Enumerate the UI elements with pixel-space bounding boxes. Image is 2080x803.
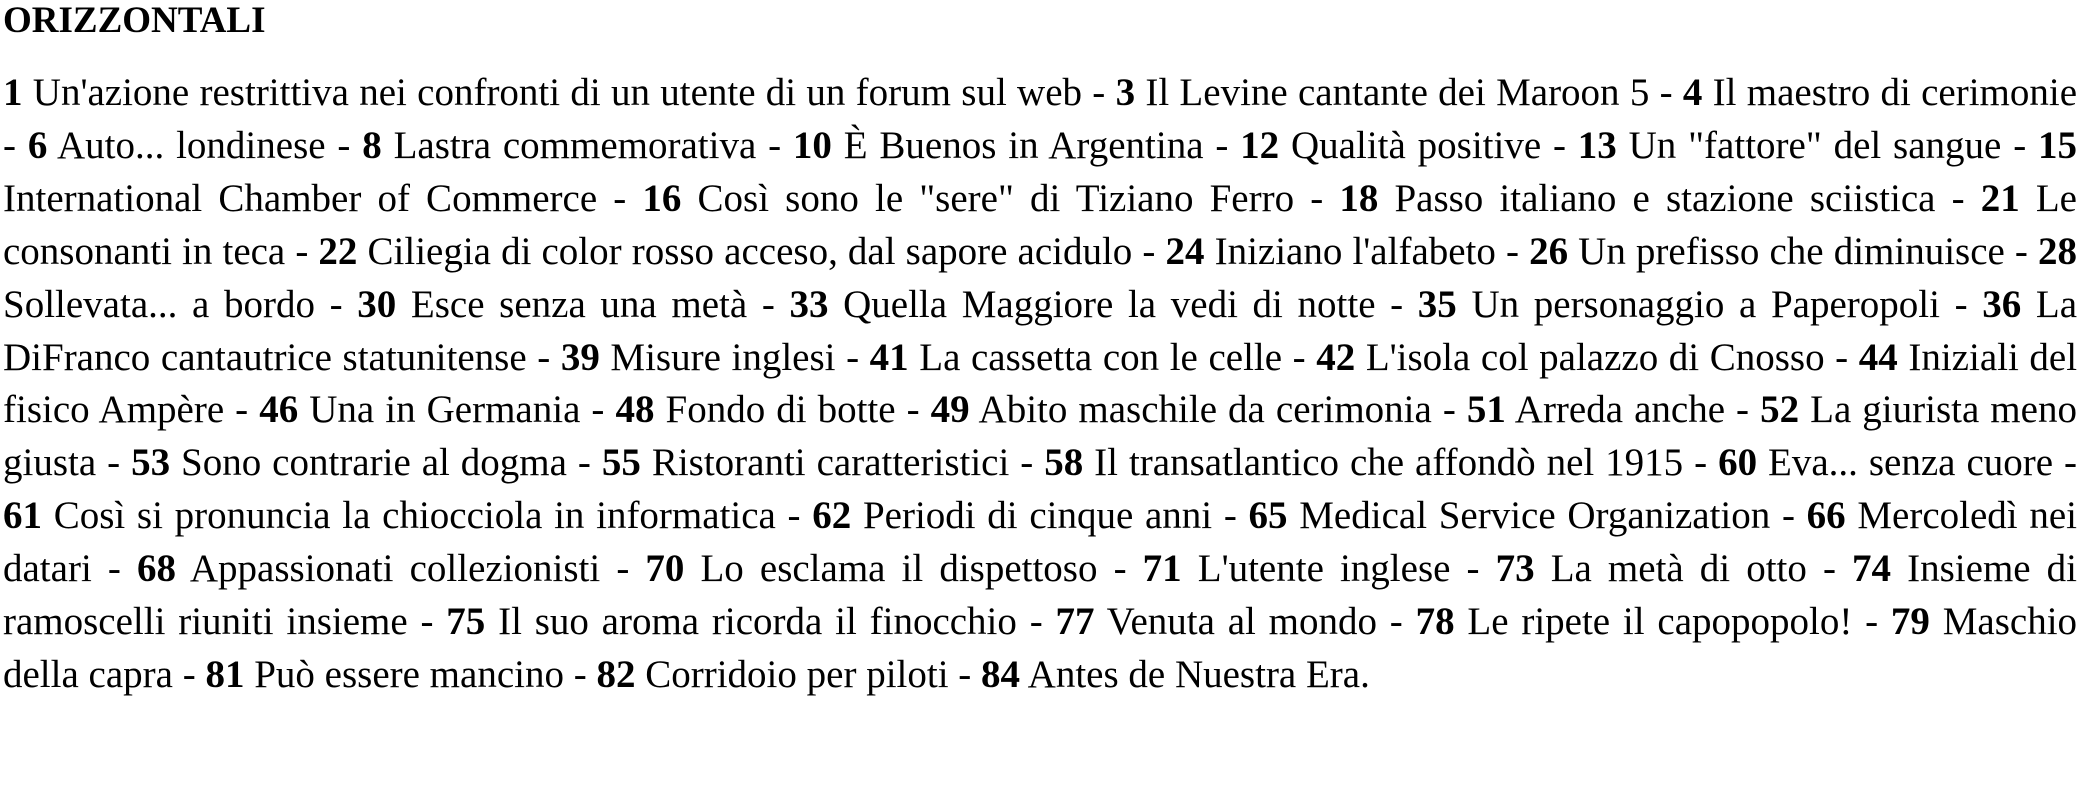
clue-text: Abito maschile da cerimonia <box>978 388 1432 432</box>
clue-text: Fondo di botte <box>665 388 896 432</box>
clue-number: 55 <box>601 441 641 485</box>
clue-item <box>1467 388 1725 431</box>
clue-number: 24 <box>1165 229 1205 273</box>
clue-separator: - <box>1725 388 1761 432</box>
clue-separator: - <box>563 652 597 696</box>
clue-number: 51 <box>1466 388 1506 432</box>
clue-number: 46 <box>259 388 299 432</box>
clue-number: 52 <box>1760 388 1800 432</box>
clue-list <box>3 43 2077 702</box>
clue-text: Il Levine cantante dei Maroon 5 <box>1145 71 1650 114</box>
clue-text: Sono contrarie al dogma <box>181 441 567 485</box>
clue-text: Così si pronuncia la chiocciola in informatica <box>53 494 776 538</box>
clue-text: La metà di otto <box>1550 547 1807 591</box>
clue-number: 74 <box>1852 547 1892 591</box>
clue-item <box>1249 494 1771 537</box>
clue-text: Una in Germania <box>309 388 581 432</box>
clue-text: Eva... senza cuore <box>1768 441 2054 485</box>
clue-number: 68 <box>136 547 176 591</box>
clue-separator: - <box>91 547 137 591</box>
clue-text: È Buenos in Argentina <box>843 123 1204 167</box>
clue-number: 62 <box>812 494 852 538</box>
clue-item <box>259 388 580 431</box>
clue-number: 81 <box>205 652 245 696</box>
clue-item <box>1116 71 1650 114</box>
clue-separator: - <box>314 282 358 326</box>
clue-number: 36 <box>1982 282 2022 326</box>
clue-text: Lastra commemorativa <box>393 123 757 167</box>
clue-separator: - <box>597 176 643 220</box>
clue-separator: - <box>1009 441 1045 485</box>
clue-item <box>596 653 948 696</box>
clue-number: 42 <box>1316 335 1356 379</box>
clue-number: 12 <box>1240 123 1280 167</box>
clue-text: L'isola col palazzo di Cnosso <box>1365 335 1825 379</box>
clue-separator: - <box>948 652 982 696</box>
clue-item <box>3 494 776 537</box>
clue-text: Auto... londinese <box>57 123 326 167</box>
clue-separator: - <box>1770 494 1807 538</box>
clue-separator: - <box>1282 335 1317 379</box>
clue-separator: - <box>407 600 447 644</box>
clue-separator: - <box>566 441 602 485</box>
clue-separator: - <box>2001 123 2039 167</box>
clue-separator: - <box>580 388 616 432</box>
clue-separator: - <box>1294 176 1340 220</box>
clue-number: 65 <box>1248 494 1288 538</box>
clue-text: Un "fattore" del sangue <box>1628 123 2002 167</box>
clue-separator: - <box>1495 229 1530 273</box>
clue-number: 58 <box>1044 441 1084 485</box>
clue-separator: - <box>224 388 260 432</box>
clue-item <box>615 388 895 431</box>
clue-item <box>28 124 326 167</box>
clue-separator: - <box>2004 229 2039 273</box>
clue-number: 26 <box>1529 229 1569 273</box>
clue-item <box>318 230 1132 273</box>
clue-number: 73 <box>1495 547 1535 591</box>
clue-item <box>1418 283 1940 326</box>
clue-separator: - <box>1541 123 1578 167</box>
clue-separator: - <box>1939 282 1983 326</box>
clue-item <box>1529 230 2005 273</box>
clue-text: Corridoio per piloti <box>645 652 949 696</box>
clue-item <box>1416 600 1853 643</box>
clue-text: Lo esclama il dispettoso <box>700 547 1098 591</box>
section-heading: ORIZZONTALI <box>3 0 266 41</box>
clue-number: 79 <box>1890 600 1930 644</box>
clue-separator: - <box>96 441 132 485</box>
clue-number: 48 <box>615 388 655 432</box>
clue-separator: - <box>526 335 561 379</box>
clue-text: L'utente inglese <box>1197 547 1451 591</box>
clue-item <box>812 494 1212 537</box>
clue-separator: - <box>835 335 870 379</box>
clue-item <box>1496 547 1807 590</box>
clue-separator: - <box>1212 494 1249 538</box>
clue-number: 33 <box>789 282 829 326</box>
clue-text: Il maestro di cerimonie <box>1712 71 2078 114</box>
clue-number: 16 <box>642 176 682 220</box>
clue-item <box>1316 336 1824 379</box>
clue-separator: - <box>747 282 790 326</box>
clue-text: Mercoledì nei datari <box>3 494 2077 591</box>
clue-text: Un prefisso che diminuisce <box>1578 229 2005 273</box>
clue-number: 53 <box>131 441 171 485</box>
clue-number: 18 <box>1339 176 1379 220</box>
clue-separator: - <box>3 123 28 167</box>
clue-text: Così sono le "sere" di Tiziano Ferro <box>697 176 1295 220</box>
clue-text: Può essere mancino <box>254 652 564 696</box>
clue-text: Passo italiano e stazione sciistica <box>1394 176 1936 220</box>
clue-number: 1 <box>3 71 23 114</box>
clue-item <box>362 124 756 167</box>
clue-separator: - <box>1377 600 1416 644</box>
clue-text: Ristoranti caratteristici <box>651 441 1010 485</box>
clue-item <box>1240 124 1541 167</box>
clue-text: Iniziano l'alfabeto <box>1214 229 1496 273</box>
clue-separator: - <box>775 494 813 538</box>
clue-separator: - <box>1935 176 1981 220</box>
clue-text: La giurista meno giusta <box>3 388 2077 485</box>
clue-separator: - <box>1806 547 1853 591</box>
clue-item <box>446 600 1017 643</box>
clue-item <box>3 71 1082 114</box>
clue-separator: - <box>1132 229 1166 273</box>
clue-number: 30 <box>357 282 397 326</box>
clue-text: Le ripete il capopopolo! <box>1467 600 1853 644</box>
clue-separator: - <box>1097 547 1143 591</box>
clue-separator: - <box>895 388 931 432</box>
clue-number: 13 <box>1577 123 1617 167</box>
clue-text: La cassetta con le celle <box>919 335 1283 379</box>
clue-number: 60 <box>1718 441 1758 485</box>
clue-item <box>205 653 564 696</box>
clue-text: Arreda anche <box>1514 388 1726 432</box>
clue-number: 39 <box>560 335 600 379</box>
clue-item <box>1165 230 1495 273</box>
clue-text: Antes de Nuestra Era. <box>1027 652 1370 696</box>
clue-text: Sollevata... a bordo <box>3 282 315 326</box>
clue-text: Esce senza una metà <box>410 282 748 326</box>
clue-text: Ciliegia di color rosso acceso, dal sapore acidulo <box>367 229 1133 273</box>
clue-number: 3 <box>1115 71 1136 114</box>
clue-text: Periodi di cinque anni <box>862 494 1213 538</box>
clue-separator: - <box>600 547 646 591</box>
clue-item <box>357 283 747 326</box>
clue-text: Maschio della capra <box>3 600 2078 696</box>
clue-number: 22 <box>318 229 358 273</box>
clue-number: 41 <box>869 335 909 379</box>
clue-text: Venuta al mondo <box>1106 600 1377 644</box>
clue-separator: - <box>1431 388 1467 432</box>
clue-number: 82 <box>596 652 636 696</box>
clue-item <box>1578 124 2002 167</box>
clue-item <box>1044 441 1683 484</box>
clue-text: Un personaggio a Paperopoli <box>1471 282 1940 326</box>
clue-separator: - <box>1852 600 1891 644</box>
clue-number: 84 <box>981 652 1021 696</box>
clue-text: La DiFranco cantautrice statunitense <box>3 282 2078 379</box>
clue-item <box>981 653 1370 696</box>
clue-text: International Chamber of Commerce <box>3 176 598 220</box>
clue-separator: - <box>1824 335 1859 379</box>
clue-separator: - <box>325 123 363 167</box>
clue-item <box>131 441 567 484</box>
clue-number: 6 <box>27 123 48 167</box>
clue-separator: - <box>1450 547 1496 591</box>
clue-text: Qualità positive <box>1291 123 1542 167</box>
clue-separator: - <box>756 123 793 167</box>
clue-separator: - <box>2053 441 2078 485</box>
clue-number: 8 <box>362 123 382 167</box>
clue-item <box>137 547 600 590</box>
clue-text: Appassionati collezionisti <box>189 547 601 591</box>
clue-separator: - <box>1082 71 1116 114</box>
clue-item <box>789 283 1375 326</box>
clue-separator: - <box>285 229 319 273</box>
clue-number: 35 <box>1417 282 1457 326</box>
clue-item <box>642 177 1294 220</box>
clue-text: Insieme di ramoscelli riuniti insieme <box>3 547 2078 644</box>
clue-text: Iniziali del fisico Ampère <box>3 335 2078 432</box>
clue-number: 21 <box>1980 176 2020 220</box>
clue-item <box>1718 441 2053 484</box>
clue-number: 28 <box>2038 229 2078 273</box>
clue-item <box>931 388 1432 431</box>
clue-number: 15 <box>2038 123 2078 167</box>
clue-item <box>870 336 1282 379</box>
clue-number: 78 <box>1415 600 1455 644</box>
clue-separator: - <box>1375 282 1418 326</box>
clue-text: Un'azione restrittiva nei confronti di un utente di un forum sul web <box>32 71 1083 114</box>
clue-separator: - <box>1649 71 1683 114</box>
clue-number: 10 <box>792 123 832 167</box>
clue-item <box>1056 600 1378 643</box>
clue-text: Medical Service Organization <box>1299 494 1771 538</box>
clue-item <box>1683 71 2077 114</box>
clue-item <box>793 124 1204 167</box>
clue-item <box>561 336 836 379</box>
clue-number: 44 <box>1858 335 1898 379</box>
clue-separator: - <box>1683 441 1719 485</box>
clue-text: Misure inglesi <box>610 335 836 379</box>
clue-number: 70 <box>645 547 685 591</box>
clue-text: Quella Maggiore la vedi di notte <box>843 282 1376 326</box>
clue-item <box>1339 177 1935 220</box>
clue-number: 66 <box>1806 494 1846 538</box>
clue-text: Le consonanti in teca <box>3 176 2077 273</box>
clue-number: 4 <box>1682 71 1703 114</box>
clue-number: 75 <box>446 600 486 644</box>
clue-separator: - <box>172 652 206 696</box>
clue-number: 71 <box>1142 547 1182 591</box>
clue-item <box>1143 547 1451 590</box>
clue-number: 77 <box>1055 600 1095 644</box>
clue-number: 49 <box>930 388 970 432</box>
clue-text: Il transatlantico che affondò nel 1915 <box>1094 441 1684 485</box>
clue-item <box>602 441 1009 484</box>
clue-text: Il suo aroma ricorda il finocchio <box>498 600 1017 644</box>
clue-separator: - <box>1016 600 1056 644</box>
clue-item <box>645 547 1097 590</box>
clue-separator: - <box>1203 123 1241 167</box>
clue-number: 61 <box>3 494 42 538</box>
